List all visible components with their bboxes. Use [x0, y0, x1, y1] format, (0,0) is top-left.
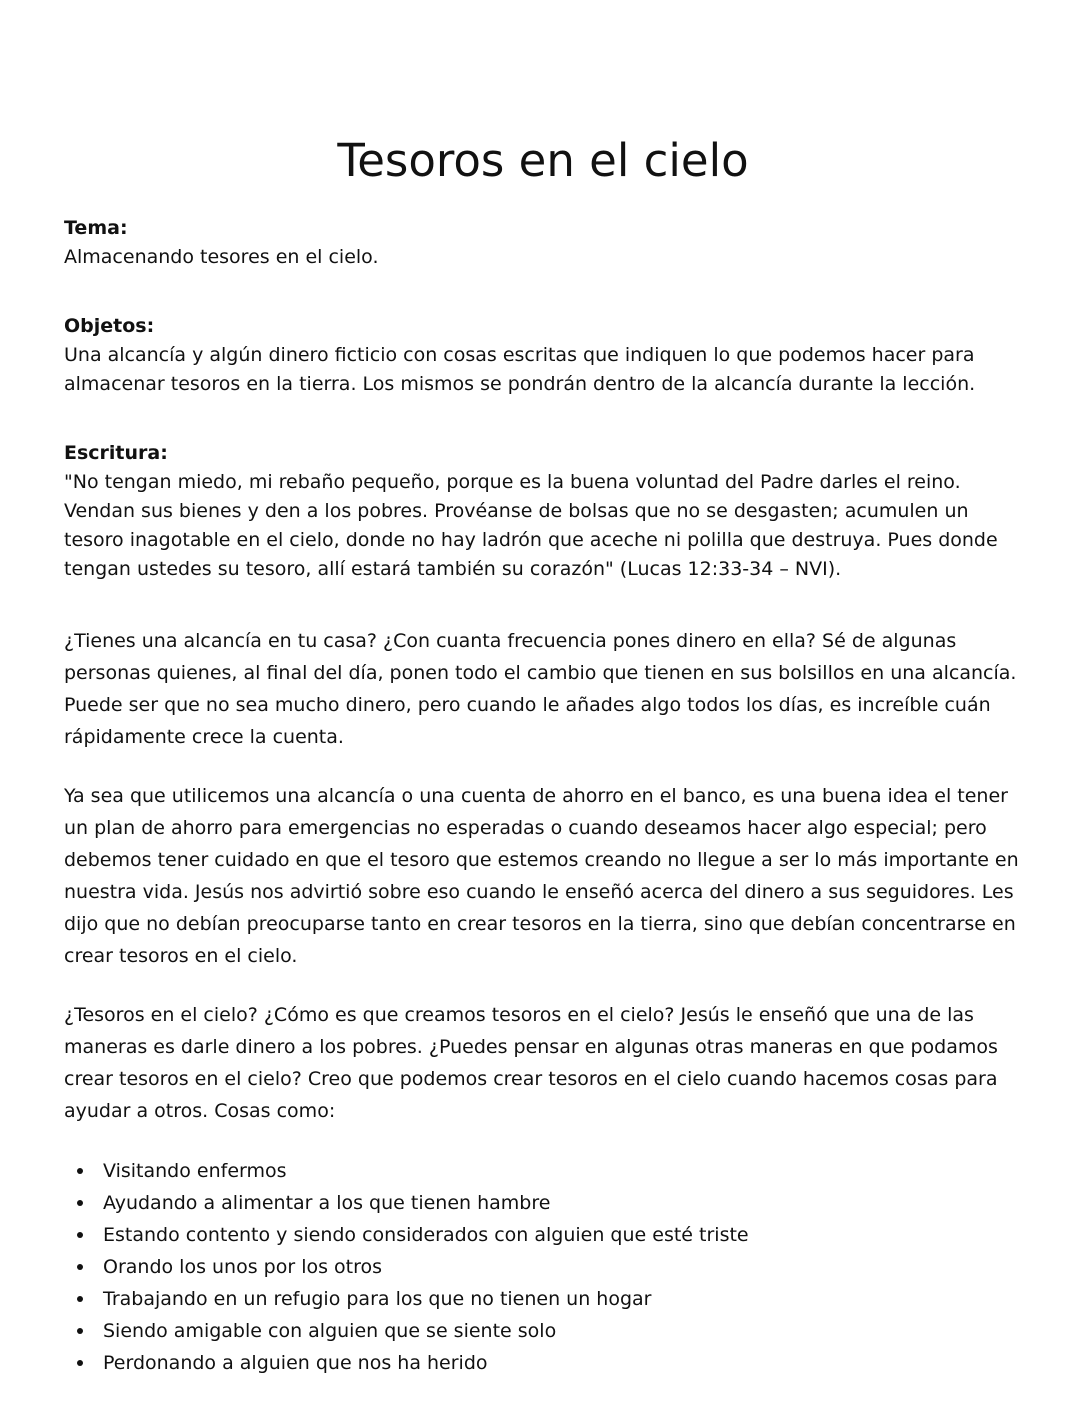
body-paragraph-2: Ya sea que utilicemos una alcancía o una cuenta de ahorro en el banco, es una buena idea el tener un plan de ahorro para emergencias no esperadas o cuando deseamos hacer algo especial; pero debemos tener cuidado en que el tesoro que estemos creando no llegue a ser lo más importante en nuestra vida. Jesús nos advirtió sobre eso cuando le enseñó acerca del dinero a sus seguidores. Les dijo que no debían preocuparse tanto en crear tesoros en la tierra, sino que debían concentrarse en crear tesoros en el cielo. [64, 785, 1019, 967]
list-item [103, 1187, 1063, 1219]
escritura-section [64, 439, 1024, 584]
list-item [103, 1283, 1063, 1315]
list-item-text: Siendo amigable con alguien que se siente solo [103, 1320, 557, 1342]
list-item [103, 1315, 1063, 1347]
list-item-text: Trabajando en un refugio para los que no tienen un hogar [103, 1288, 652, 1310]
list-item-text: Ayudando a alimentar a los que tienen hambre [103, 1192, 551, 1214]
tema-label: Tema: [64, 217, 128, 239]
list-item [103, 1251, 1063, 1283]
body-paragraph-3: ¿Tesoros en el cielo? ¿Cómo es que creamos tesoros en el cielo? Jesús le enseñó que una de las maneras es darle dinero a los pobres. ¿Puedes pensar en algunas otras maneras en que podamos crear tesoros en el cielo? Creo que podemos crear tesoros en el cielo cuando hacemos cosas para ayudar a otros. Cosas como: [64, 1004, 998, 1122]
escritura-text: "No tengan miedo, mi rebaño pequeño, porque es la buena voluntad del Padre darles el reino. Vendan sus bienes y den a los pobres. Provéanse de bolsas que no se desgasten; acumulen un tesoro inagotable en el cielo, donde no hay ladrón que aceche ni polilla que destruya. Pues donde tengan ustedes su tesoro, allí estará también su corazón" (Lucas 12:33-34 – NVI). [64, 471, 998, 580]
body-paragraph-1: ¿Tienes una alcancía en tu casa? ¿Con cuanta frecuencia pones dinero en ella? Sé de algunas personas quienes, al final del día, ponen todo el cambio que tienen en sus bolsillos en una alcancía. Puede ser que no sea mucho dinero, pero cuando le añades algo todos los días, es increíble cuán rápidamente crece la cuenta. [64, 630, 1017, 748]
bullet-icon [77, 1360, 83, 1366]
page-title: Tesoros en el cielo [337, 134, 749, 187]
list-item [103, 1347, 1063, 1379]
tema-text: Almacenando tesores en el cielo. [64, 246, 379, 268]
list-item [103, 1155, 1063, 1187]
bullet-icon [77, 1168, 83, 1174]
bullet-icon [77, 1264, 83, 1270]
list-item-text: Orando los unos por los otros [103, 1256, 383, 1278]
ways-list [64, 1155, 1063, 1379]
objetos-label: Objetos: [64, 315, 155, 337]
bullet-icon [77, 1200, 83, 1206]
objetos-section [64, 312, 1024, 399]
escritura-label: Escritura: [64, 442, 168, 464]
list-item [103, 1219, 1063, 1251]
list-item-text: Visitando enfermos [103, 1160, 287, 1182]
bullet-icon [77, 1296, 83, 1302]
list-item-text: Estando contento y siendo considerados con alguien que esté triste [103, 1224, 749, 1246]
bullet-icon [77, 1328, 83, 1334]
objetos-text: Una alcancía y algún dinero ficticio con cosas escritas que indiquen lo que podemos hacer para almacenar tesoros en la tierra. Los mismos se pondrán dentro de la alcancía durante la lección. [64, 344, 976, 395]
tema-section [64, 214, 1024, 272]
list-item-text: Perdonando a alguien que nos ha herido [103, 1352, 488, 1374]
bullet-icon [77, 1232, 83, 1238]
